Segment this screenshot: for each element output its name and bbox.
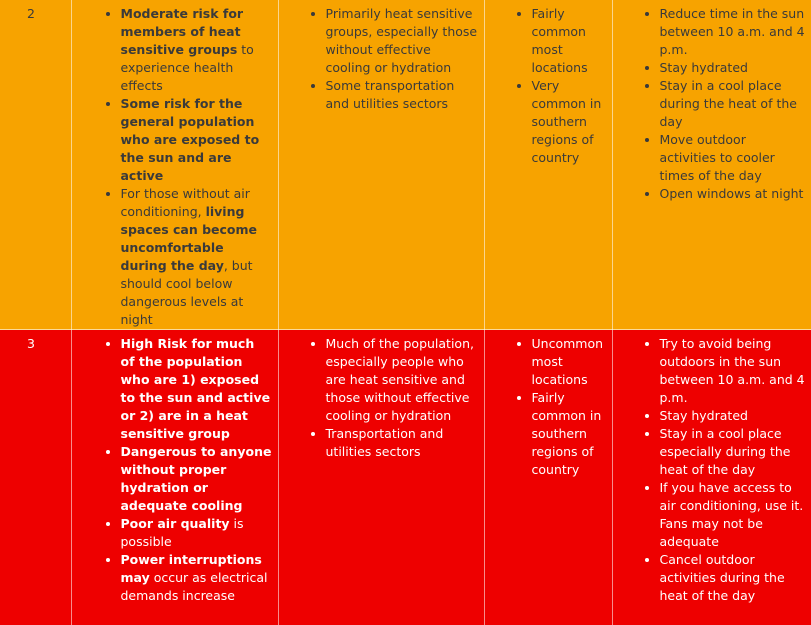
affected-groups-list xyxy=(279,5,484,113)
affected-groups-cell xyxy=(278,0,484,330)
risk-description-list xyxy=(72,335,278,605)
table-row-level-3 xyxy=(0,330,811,625)
list-item: • Primarily heat sensitive groups, especially those without effective cooling or hydration xyxy=(326,5,478,77)
frequency-cell xyxy=(484,330,612,625)
list-item: • Move outdoor activities to cooler times of the day xyxy=(660,131,806,185)
actions-cell xyxy=(612,0,811,330)
risk-description-list xyxy=(72,5,278,329)
list-item: • Transportation and utilities sectors xyxy=(326,425,478,461)
level-cell xyxy=(0,330,71,625)
frequency-cell xyxy=(484,0,612,330)
actions-cell xyxy=(612,330,811,625)
list-item: • Some risk for the general population who are exposed to the sun and are active xyxy=(121,95,272,185)
actions-list xyxy=(613,5,811,203)
list-item: • Power interruptions may occur as electrical demands increase xyxy=(121,551,272,605)
list-item: • Stay in a cool place during the heat of the day xyxy=(660,77,806,131)
list-item: • Poor air quality is possible xyxy=(121,515,272,551)
frequency-list xyxy=(485,5,612,167)
list-item: • Much of the population, especially people who are heat sensitive and those without effective cooling or hydration xyxy=(326,335,478,425)
level-cell xyxy=(0,0,71,330)
affected-groups-cell xyxy=(278,330,484,625)
list-item: • Open windows at night xyxy=(660,185,806,203)
list-item: • Uncommon most locations xyxy=(532,335,606,389)
actions-list xyxy=(613,335,811,605)
list-item: • For those without air conditioning, living spaces can become uncomfortable during the day, but should cool below dangerous levels at night xyxy=(121,185,272,329)
list-item: • Very common in southern regions of country xyxy=(532,77,606,167)
risk-level-number: 3 xyxy=(27,336,35,351)
list-item: • If you have access to air conditioning, use it. Fans may not be adequate xyxy=(660,479,806,551)
list-item: • Reduce time in the sun between 10 a.m. and 4 p.m. xyxy=(660,5,806,59)
risk-level-number: 2 xyxy=(27,6,35,21)
list-item: • Stay hydrated xyxy=(660,407,806,425)
risk-description-cell xyxy=(71,0,278,330)
frequency-list xyxy=(485,335,612,479)
risk-description-cell xyxy=(71,330,278,625)
list-item: • Try to avoid being outdoors in the sun between 10 a.m. and 4 p.m. xyxy=(660,335,806,407)
list-item: • Moderate risk for members of heat sensitive groups to experience health effects xyxy=(121,5,272,95)
list-item: • Fairly common in southern regions of country xyxy=(532,389,606,479)
list-item: • Some transportation and utilities sectors xyxy=(326,77,478,113)
list-item: • Stay hydrated xyxy=(660,59,806,77)
list-item: • Stay in a cool place especially during the heat of the day xyxy=(660,425,806,479)
list-item: • Fairly common most locations xyxy=(532,5,606,77)
list-item: • Dangerous to anyone without proper hydration or adequate cooling xyxy=(121,443,272,515)
list-item: • High Risk for much of the population who are 1) exposed to the sun and active or 2) are in a heat sensitive group xyxy=(121,335,272,443)
list-item: • Cancel outdoor activities during the heat of the day xyxy=(660,551,806,605)
affected-groups-list xyxy=(279,335,484,461)
